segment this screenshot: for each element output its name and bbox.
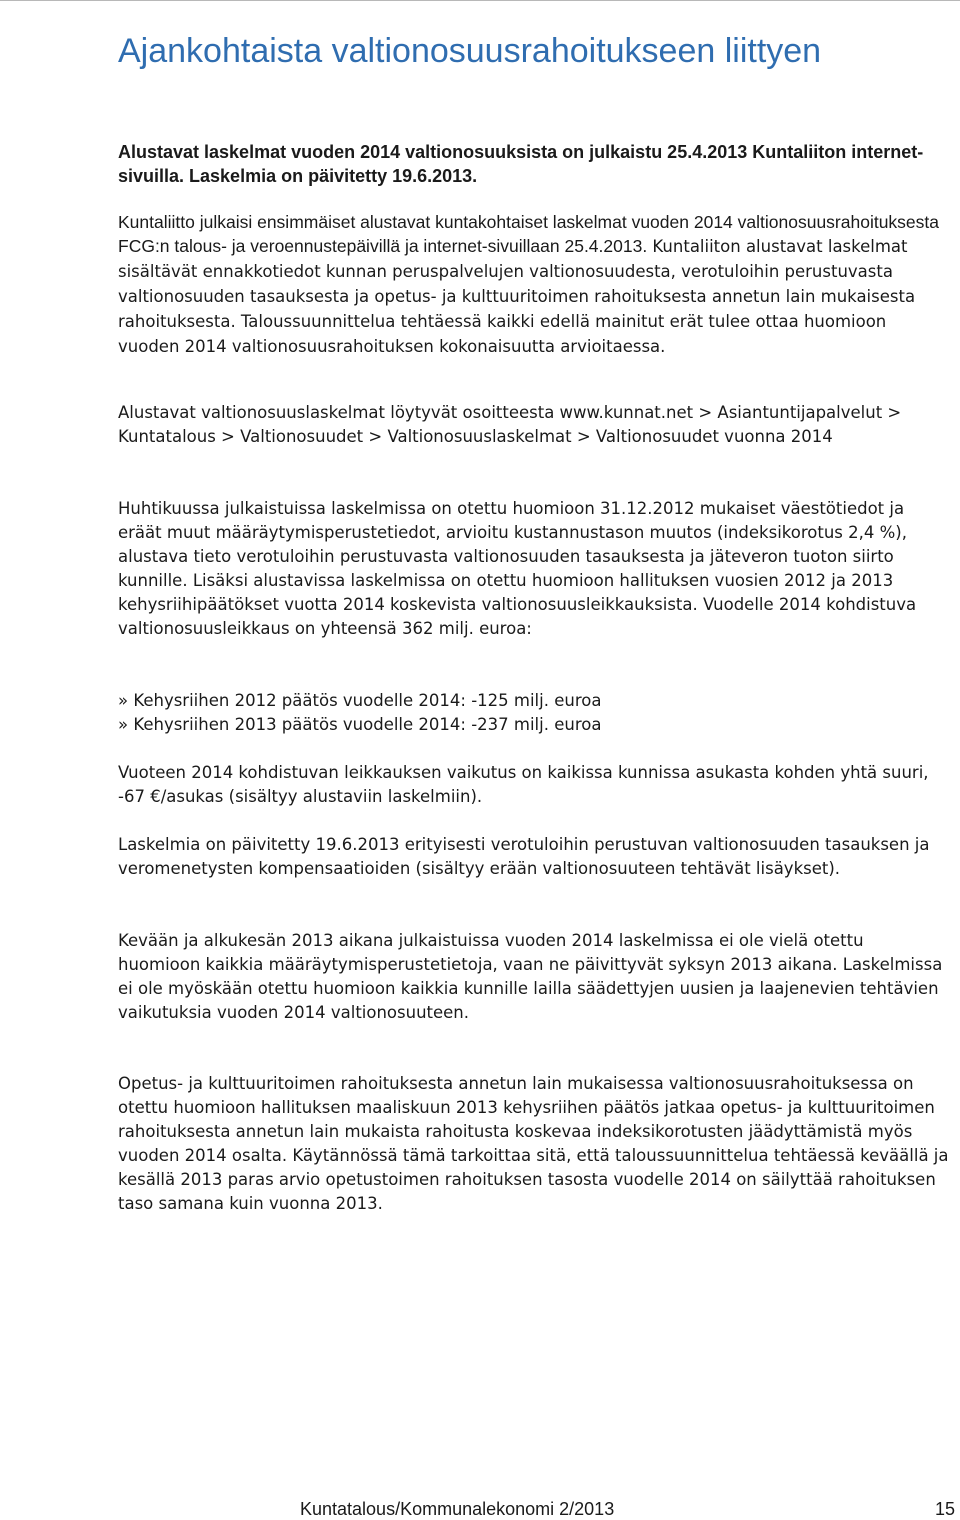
list-item: » Kehysriihen 2013 päätös vuodelle 2014: -237 milj. euroa xyxy=(118,715,602,734)
intro-sans-text: Kuntaliitto julkaisi ensimmäiset alustavat kuntakohtaiset laskelmat vuoden 2014 valtionosuusrahoituksesta FCG:n talous- ja veroennustepäivillä ja internet-sivuillaan 25.4.2013. xyxy=(118,212,940,256)
page-footer xyxy=(300,1498,955,1520)
updated-paragraph: Laskelmia on päivitetty 19.6.2013 erityisesti verotuloihin perustuvan valtionosuuden tasauksen ja veromenetysten kompensaatioiden (sisältyy erään valtionosuuteen tehtävät lisäykset). xyxy=(118,835,930,878)
spring-paragraph: Kevään ja alkukesän 2013 aikana julkaistuissa vuoden 2014 laskelmissa ei ole vielä otettu huomioon kaikkia määräytymisperustetietoja, vaan ne päivittyvät syksyn 2013 aikana. Laskelmissa ei ole myöskään otettu huomioon kaikkia kunnille lailla säädettyjen uusien ja laajenevien tehtävien vaikutuksia vuoden 2014 valtionosuuteen. xyxy=(118,931,943,1022)
publication-name: Kuntatalous/Kommunalekonomi 2/2013 xyxy=(300,1499,615,1519)
intro-paragraph xyxy=(118,210,950,359)
list-item: » Kehysriihen 2012 päätös vuodelle 2014: -125 milj. euroa xyxy=(118,691,602,710)
april-paragraph: Huhtikuussa julkaistuissa laskelmissa on otettu huomioon 31.12.2012 mukaiset väestötiedot ja eräät muut määräytymisperustetiedot, arvioitu kustannustason muutos (indeksikorotus 2,4 %), alustava tieto verotuloihin perustuvasta valtionosuuden tasauksesta ja jäteveron tuoton siirto kunnille. Lisäksi alustavissa laskelmissa on otettu huomioon hallituksen vuosien 2012 ja 2013 kehysriihipäätökset vuotta 2014 koskevista valtionosuusleikkauksista. Vuodelle 2014 kohdistuva valtionosuusleikkaus on yhteensä 362 milj. euroa: xyxy=(118,499,917,638)
page-title: Ajankohtaista valtionosuusrahoitukseen liittyen xyxy=(118,32,822,70)
top-rule xyxy=(0,0,960,1)
intro-tail-text: Kuntaliiton alustavat laskelmat sisältävät ennakkotiedot kunnan peruspalvelujen valtionosuudesta, verotuloihin perustuvasta valtionosuuden tasauksesta ja opetus- ja kulttuuritoimen rahoituksesta annetun lain mukaisesta rahoituksesta. Taloussuunnittelua tehtäessä kaikki edellä mainitut erät tulee ottaa huomioon vuoden 2014 valtionosuusrahoituksen kokonaisuutta arvioitaessa. xyxy=(118,237,916,356)
page-number: 15 xyxy=(934,1499,955,1519)
cut-list xyxy=(118,689,950,737)
links-paragraph: Alustavat valtionosuuslaskelmat löytyvät osoitteesta www.kunnat.net > Asiantuntijapalvelut > Kuntatalous > Valtionosuudet > Valtionosuuslaskelmat > Valtionosuudet vuonna 2014 xyxy=(118,403,902,446)
lead-paragraph: Alustavat laskelmat vuoden 2014 valtionosuuksista on julkaistu 25.4.2013 Kuntaliiton internet-sivuilla. Laskelmia on päivitetty 19.6.2013. xyxy=(118,142,924,186)
education-paragraph: Opetus- ja kulttuuritoimen rahoituksesta annetun lain mukaisessa valtionosuusrahoituksessa on otettu huomioon hallituksen maaliskuun 2013 kehysriihen päätös jatkaa opetus- ja kulttuuritoimen rahoituksesta annetun lain mukaista rahoitusta koskevaa indeksikorotusten jäädyttämistä myös vuoden 2014 osalta. Käytännössä tämä tarkoittaa sitä, että taloussuunnittelua tehtäessä keväällä ja kesällä 2013 paras arvio opetustoimen rahoituksen tasosta vuodelle 2014 on säilyttää rahoituksen taso samana kuin vuonna 2013. xyxy=(118,1074,949,1213)
cut-paragraph: Vuoteen 2014 kohdistuvan leikkauksen vaikutus on kaikissa kunnissa asukasta kohden yhtä suuri, -67 €/asukas (sisältyy alustaviin laskelmiin). xyxy=(118,763,929,806)
